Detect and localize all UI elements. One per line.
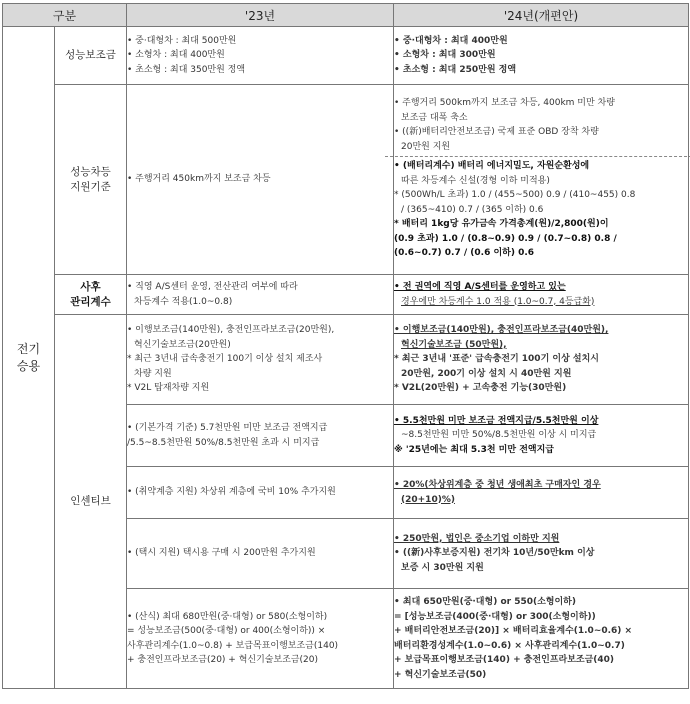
y24-incentive-4: • 250만원, 법인은 중소기업 이하만 지원 • ((新)사후보증지원) 전기차 10년/50만km 이상 보증 시 30만원 지원 bbox=[394, 519, 689, 589]
header-2024: '24년(개편안) bbox=[394, 4, 689, 27]
row-criteria bbox=[3, 85, 689, 275]
y23-aftercare: • 직영 A/S센터 운영, 전산관리 여부에 따라 차등계수 적용(1.0~0.8) bbox=[127, 275, 394, 315]
row-aftercare bbox=[3, 275, 689, 315]
subsidy-comparison-table bbox=[2, 3, 689, 689]
category-criteria: 성능차등 지원기준 bbox=[55, 85, 127, 275]
y24-incentive-1: • 이행보조금(140만원), 충전인프라보조금(40만원), 혁신기술보조금 (50만원), * 최근 3년내 '표준' 급속충전기 100기 이상 설치시 20만원, 200기 이상 설치 시 40만원 지원 * V2L(20만원) + 고속충전 기능(30만원) bbox=[394, 315, 689, 405]
category-incentive: 인센티브 bbox=[55, 315, 127, 689]
y24-performance: • 중·대형차 : 최대 400만원 • 소형차 : 최대 300만원 • 초소형 : 최대 250만원 정액 bbox=[394, 27, 689, 85]
header-category: 구분 bbox=[3, 4, 127, 27]
y24-incentive-5: • 최대 650만원(중·대형) or 550(소형이하) = [성능보조금(400(중·대형) or 300(소형이하)) + 배터리안전보조금(20)] × 배터리효율계수(1.0~0.6) × 배터리환경성계수(1.0~0.6) × 사후관리계수(1.0~0.7) + 보급목표이행보조금(140) + 충전인프라보조금(40) + 혁신기술보조금(50) bbox=[394, 589, 689, 689]
y23-performance: • 중·대형차 : 최대 500만원 • 소형차 : 최대 400만원 • 초소형 : 최대 350만원 정액 bbox=[127, 27, 394, 85]
y23-incentive-3: • (취약계층 지원) 차상위 계층에 국비 10% 추가지원 bbox=[127, 467, 394, 519]
y23-incentive-5: • (산식) 최대 680만원(중·대형) or 580(소형이하) = 성능보조금(500(중·대형) or 400(소형이하)) × 사후관리계수(1.0~0.8) + 보급목표이행보조금(140) + 충전인프라보조금(20) + 혁신기술보조금(20) bbox=[127, 589, 394, 689]
y23-incentive-1: • 이행보조금(140만원), 충전인프라보조금(20만원), 혁신기술보조금(20만원) * 최근 3년내 급속충전기 100기 이상 설치 제조사 차량 지원 * V2L 탑재차량 지원 bbox=[127, 315, 394, 405]
y24-aftercare: • 전 권역에 직영 A/S센터를 운영하고 있는 경우에만 차등계수 1.0 적용 (1.0~0.7, 4등급화) bbox=[394, 275, 689, 315]
y23-incentive-4: • (택시 지원) 택시용 구매 시 200만원 추가지원 bbox=[127, 519, 394, 589]
y24-criteria: • 주행거리 500km까지 보조금 차등, 400km 미만 차량 보조금 대폭 축소 • ((新)배터리안전보조금) 국제 표준 OBD 장착 차량 20만원 지원 • (배터리계수) 배터리 에너지밀도, 자원순환성에 따른 차등계수 신설(경형 이하 미적용) * (500Wh/L 초과) 1.0 / (455~500) 0.9 / (410~455) 0.8 / (365~410) 0.7 / (365 이하) 0.6 * 배터리 1kg당 유가금속 가격총계(원)/2,800(원)이 (0.9 초과) 1.0 / (0.8~0.9) 0.9 / (0.7~0.8) 0.8 / (0.6~0.7) 0.7 / (0.6 이하) 0.6 bbox=[394, 85, 689, 275]
y24-incentive-3: • 20%(차상위계층 중 청년 생애최초 구매자인 경우 (20+10)%) bbox=[394, 467, 689, 519]
group-ev-passenger: 전기 승용 bbox=[3, 27, 55, 689]
row-performance bbox=[3, 27, 689, 85]
header-row bbox=[3, 4, 689, 27]
category-performance: 성능보조금 bbox=[55, 27, 127, 85]
header-2023: '23년 bbox=[127, 4, 394, 27]
y23-incentive-2: • (기본가격 기준) 5.7천만원 미만 보조금 전액지급 /5.5~8.5천만원 50%/8.5천만원 초과 시 미지급 bbox=[127, 405, 394, 467]
row-incentive-1 bbox=[3, 315, 689, 405]
y23-criteria: • 주행거리 450km까지 보조금 차등 bbox=[127, 85, 394, 275]
y24-incentive-2: • 5.5천만원 미만 보조금 전액지급/5.5천만원 이상 ~8.5천만원 미만 50%/8.5천만원 이상 시 미지급 ※ '25년에는 최대 5.3천 미만 전액지급 bbox=[394, 405, 689, 467]
category-aftercare: 사후 관리계수 bbox=[55, 275, 127, 315]
